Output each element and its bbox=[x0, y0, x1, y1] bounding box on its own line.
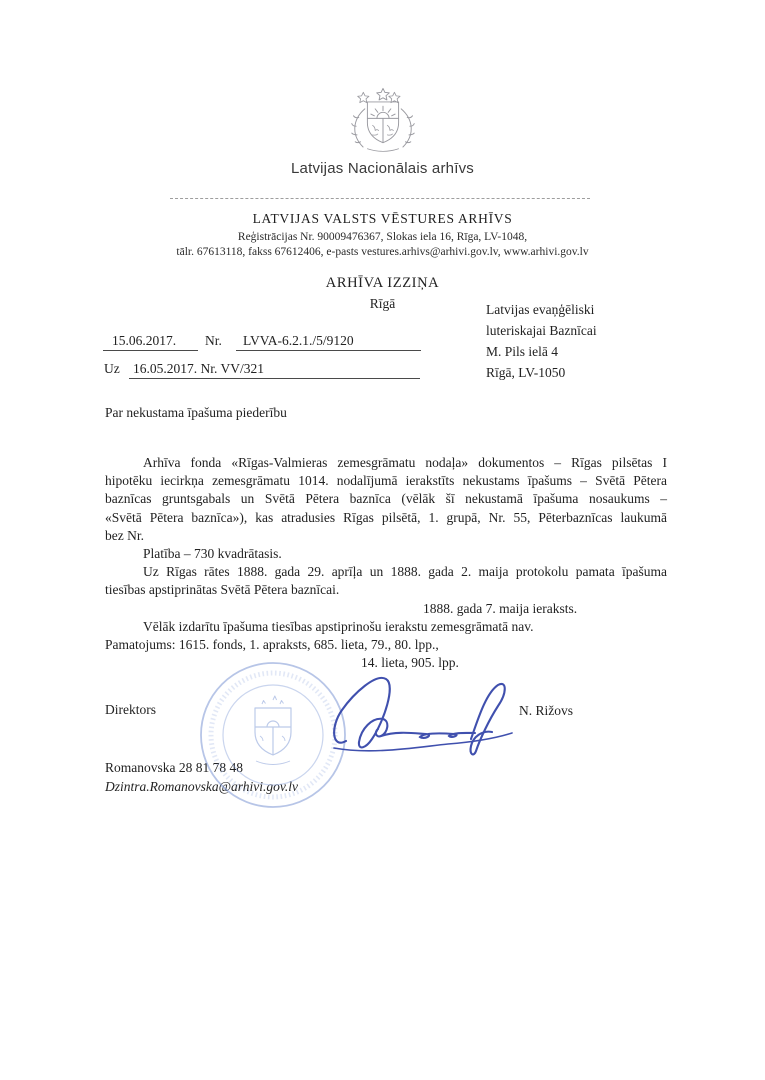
body-line: «Svētā Pētera baznīca»), kas atradusies Rīgas pilsētā, 1. grupā, Nr. 55, Pēterbaznīcas laukumā bbox=[105, 509, 667, 525]
document-title: ARHĪVA IZZIŅA bbox=[325, 275, 440, 291]
uz-label: Uz bbox=[104, 361, 120, 376]
coat-of-arms-icon bbox=[344, 86, 422, 156]
handwritten-signature bbox=[328, 663, 518, 763]
subject-line: Par nekustama īpašuma piederību bbox=[105, 405, 287, 420]
addressee-line: luteriskajai Baznīcai bbox=[486, 323, 597, 338]
reply-underline bbox=[129, 378, 420, 379]
body-line: hipotēku iecirkņa zemesgrāmatu 1014. nodalījumā ierakstīts nekustams īpašums – Svētā Pētera bbox=[105, 473, 667, 489]
contact-person: Romanovska 28 81 78 48 bbox=[105, 760, 243, 775]
body-line: 1888. gada 7. maija ieraksts. bbox=[423, 600, 578, 616]
body-line: tiesības apstiprinātas Svētā Pētera baznīcai. bbox=[105, 582, 340, 598]
body-line: Arhīva fonda «Rīgas-Valmieras zemesgrāmatu nodaļa» dokumentos – Rīgas pilsētas I bbox=[143, 455, 667, 470]
organization-name: Latvijas Nacionālais arhīvs bbox=[291, 160, 474, 177]
addressee-line: Rīgā, LV-1050 bbox=[486, 365, 566, 380]
document-place: Rīgā bbox=[369, 296, 396, 311]
number-underline bbox=[236, 350, 421, 351]
archive-name: LATVIJAS VALSTS VĒSTURES ARHĪVS bbox=[252, 211, 513, 226]
body-line: Pamatojums: 1615. fonds, 1. apraksts, 685. lieta, 79., 80. lpp., bbox=[105, 637, 439, 653]
addressee-line: M. Pils ielā 4 bbox=[486, 344, 559, 359]
letterhead-contact-line: tālr. 67613118, fakss 67612406, e-pasts vestures.arhivs@arhivi.gov.lv, www.arhivi.gov.lv bbox=[176, 246, 589, 258]
reply-reference: 16.05.2017. Nr. VV/321 bbox=[133, 361, 265, 376]
body-line: bez Nr. bbox=[105, 527, 144, 543]
date-underline bbox=[103, 350, 198, 351]
body-line: 14. lieta, 905. lpp. bbox=[361, 655, 459, 671]
registration-line: Reģistrācijas Nr. 90009476367, Slokas iela 16, Rīga, LV-1048, bbox=[237, 231, 528, 243]
contact-email: Dzintra.Romanovska@arhivi.gov.lv bbox=[105, 779, 299, 794]
letterhead-divider bbox=[170, 198, 590, 199]
document-number: LVVA-6.2.1./5/9120 bbox=[243, 333, 354, 348]
nr-label: Nr. bbox=[205, 333, 222, 348]
body-line: Platība – 730 kvadrātasis. bbox=[143, 546, 282, 562]
body-line: Uz Rīgas rātes 1888. gada 29. aprīļa un 1888. gada 2. maija protokolu pamata īpašuma bbox=[143, 564, 667, 580]
signer-role: Direktors bbox=[105, 702, 156, 717]
signer-name: N. Rižovs bbox=[519, 703, 573, 718]
body-text bbox=[105, 454, 667, 672]
addressee-line: Latvijas evaņģēliski bbox=[486, 302, 595, 317]
body-line: Vēlāk izdarītu īpašuma tiesības apstiprinošu ierakstu zemesgrāmatā nav. bbox=[143, 618, 534, 634]
body-line: baznīcas gruntsgabals un Svētā Pētera baznīca (vēlāk šī nekustamā īpašuma nosaukums – bbox=[105, 491, 667, 507]
document-date: 15.06.2017. bbox=[112, 333, 177, 348]
addressee-block bbox=[486, 299, 597, 383]
